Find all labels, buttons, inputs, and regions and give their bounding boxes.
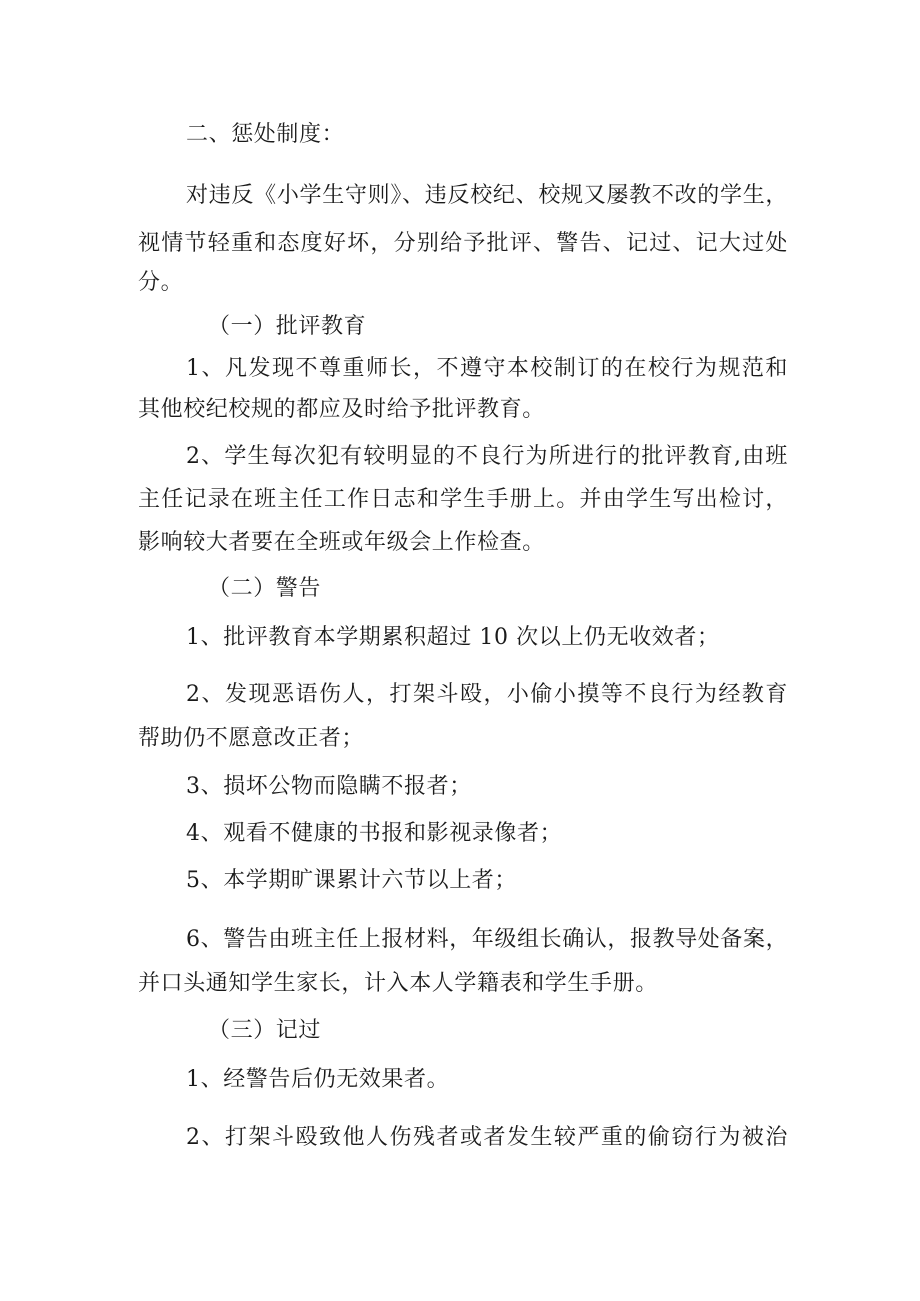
intro-paragraph-line: 分。 <box>138 270 184 295</box>
demerit-item-line: 1、经警告后仍无效果者。 <box>186 1067 450 1092</box>
warning-item-line: 帮助仍不愿意改正者； <box>138 726 365 751</box>
warning-item-line: 并口头通知学生家长，计入本人学籍表和学生手册。 <box>138 971 658 996</box>
subsection-heading-criticism: （一）批评教育 <box>208 314 367 339</box>
criticism-item-line: 其他校纪校规的都应及时给予批评教育。 <box>138 397 545 422</box>
subsection-heading-demerit: （三）记过 <box>208 1018 322 1043</box>
warning-item-line: 6、警告由班主任上报材料，年级组长确认，报教导处备案， <box>186 927 789 952</box>
warning-item-line: 3、损坏公物而隐瞒不报者； <box>186 774 472 799</box>
criticism-item-line: 2、学生每次犯有较明显的不良行为所进行的批评教育,由班 <box>186 444 788 469</box>
subsection-heading-warning: （二）警告 <box>208 576 322 601</box>
warning-item-line: 4、观看不健康的书报和影视录像者； <box>186 821 563 846</box>
section-title: 二、惩处制度： <box>186 122 345 147</box>
criticism-item-line: 主任记录在班主任工作日志和学生手册上。并由学生写出检讨， <box>138 487 788 512</box>
intro-paragraph-line: 视情节轻重和态度好坏，分别给予批评、警告、记过、记大过处 <box>138 231 788 256</box>
intro-paragraph-line: 对违反《小学生守则》、违反校纪、校规又屡教不改的学生， <box>186 183 788 208</box>
criticism-item-line: 1、凡发现不尊重师长，不遵守本校制订的在校行为规范和 <box>186 356 788 381</box>
warning-item-line: 1、批评教育本学期累积超过 10 次以上仍无收效者； <box>186 625 720 650</box>
demerit-item-line: 2、打架斗殴致他人伤残者或者发生较严重的偷窃行为被治 <box>186 1125 788 1150</box>
warning-item-line: 5、本学期旷课累计六节以上者； <box>186 868 517 893</box>
warning-item-line: 2、发现恶语伤人，打架斗殴，小偷小摸等不良行为经教育 <box>186 682 788 707</box>
criticism-item-line: 影响较大者要在全班或年级会上作检查。 <box>138 530 545 555</box>
